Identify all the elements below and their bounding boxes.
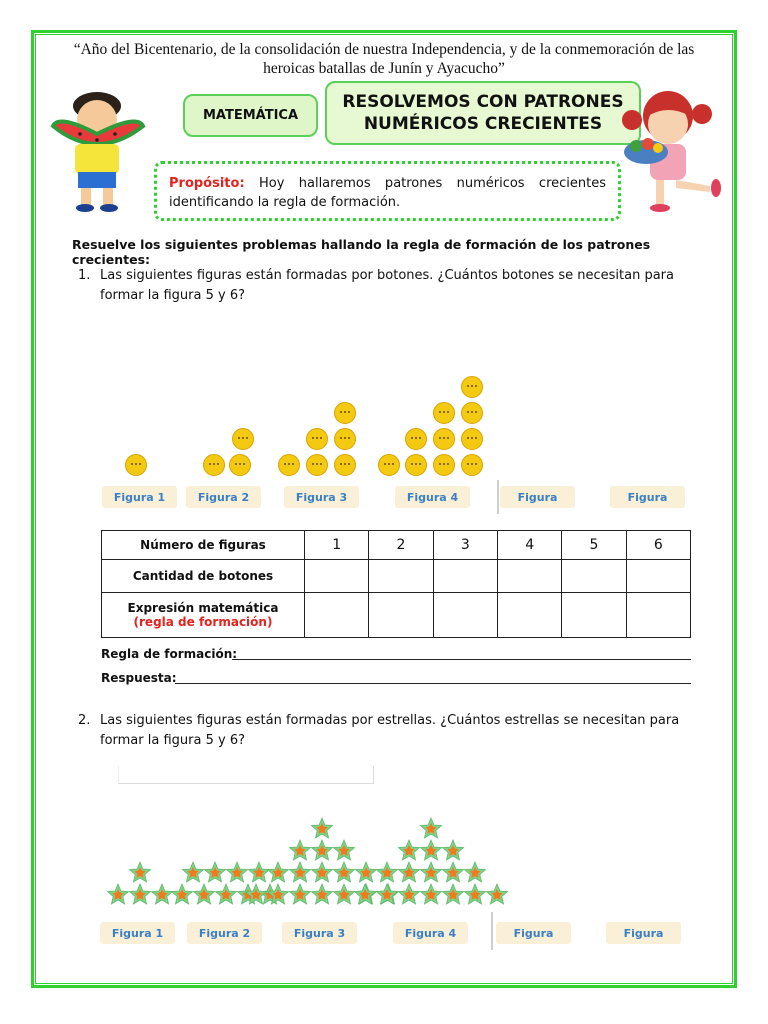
table-header-expression-line2: (regla de formación) [133,615,273,629]
figure-label: Figura 1 [100,922,175,944]
answer-label: Respuesta: [101,671,177,685]
button-mark [232,428,254,450]
rule-label: Regla de formación: [101,647,238,661]
table-cell-input[interactable] [369,593,433,638]
button-mark [461,428,483,450]
problem-2-number: 2. [78,713,91,728]
figure-label: Figura [606,922,681,944]
button-mark [433,454,455,476]
figure-label: Figura 3 [284,486,359,508]
purpose-text: Hoy hallaremos patrones numéricos crecientes identificando la regla de formación. [169,176,606,210]
figure-label: Figura 1 [102,486,177,508]
button-mark [334,454,356,476]
table-cell-input[interactable] [562,593,626,638]
page-title: RESOLVEMOS CON PATRONES NUMÉRICOS CRECIENTES [325,81,641,145]
table-cell-input[interactable] [433,560,497,593]
table-cell-input[interactable] [305,560,369,593]
button-mark [306,428,328,450]
table-col-4: 4 [497,531,561,560]
figure-label: Figura [496,922,571,944]
problem-1-text: Las siguientes figuras están formadas por botones. ¿Cuántos botones se necesitan para formar la figura 5 y 6? [100,268,674,303]
table-col-3: 3 [433,531,497,560]
problem-2 [78,711,708,755]
answer-line[interactable] [175,683,691,684]
figure-label: Figura 4 [395,486,470,508]
button-mark [405,428,427,450]
figure-label: Figura 4 [393,922,468,944]
table-header-buttons: Cantidad de botones [102,560,305,593]
button-mark [203,454,225,476]
purpose-label: Propósito: [169,176,245,191]
figure-label: Figura [610,486,685,508]
figure-divider [491,912,493,950]
problem-1-number: 1. [78,268,91,283]
table-col-5: 5 [562,531,626,560]
button-mark [334,428,356,450]
girl-illustration [610,86,732,218]
problem-2-text: Las siguientes figuras están formadas por estrellas. ¿Cuántos estrellas se necesitan para formar la figura 5 y 6? [100,713,680,748]
button-mark [306,454,328,476]
figure-label: Figura 3 [282,922,357,944]
table-cell-input[interactable] [433,593,497,638]
table-header-expression-line1: Expresión matemática [127,601,279,615]
table-cell-input[interactable] [497,593,561,638]
boy-illustration [45,84,150,214]
table-cell-input[interactable] [497,560,561,593]
subject-badge: MATEMÁTICA [183,94,318,137]
table-col-1: 1 [305,531,369,560]
table-cell-input[interactable] [369,560,433,593]
button-mark [433,402,455,424]
stars-figures [100,790,700,910]
purpose-box [154,161,621,221]
figure-divider [497,480,499,514]
button-mark [334,402,356,424]
table-cell-input[interactable] [626,593,690,638]
rule-answer-line[interactable] [232,659,691,660]
button-mark [461,402,483,424]
button-mark [461,376,483,398]
figure-label: Figura 2 [186,486,261,508]
year-motto: “Año del Bicentenario, de la consolidación de nuestra Independencia, y de la conmemoración de las heroicas batallas de Junín y Ayacucho” [73,41,695,77]
button-mark [229,454,251,476]
instruction-text: Resuelve los siguientes problemas hallando la regla de formación de los patrones crecientes: [72,237,651,267]
table-col-6: 6 [626,531,690,560]
table-col-2: 2 [369,531,433,560]
button-mark [433,428,455,450]
table-cell-input[interactable] [305,593,369,638]
button-mark [125,454,147,476]
problem-1 [78,266,708,310]
pattern-table [101,530,691,638]
table-header-expression [102,593,305,638]
table-cell-input[interactable] [562,560,626,593]
button-mark [405,454,427,476]
figure-label: Figura [500,486,575,508]
table-cell-input[interactable] [626,560,690,593]
table-header-figures: Número de figuras [102,531,305,560]
button-mark [461,454,483,476]
image-crop-edge [118,766,374,784]
figure-label: Figura 2 [187,922,262,944]
button-mark [278,454,300,476]
button-mark [378,454,400,476]
